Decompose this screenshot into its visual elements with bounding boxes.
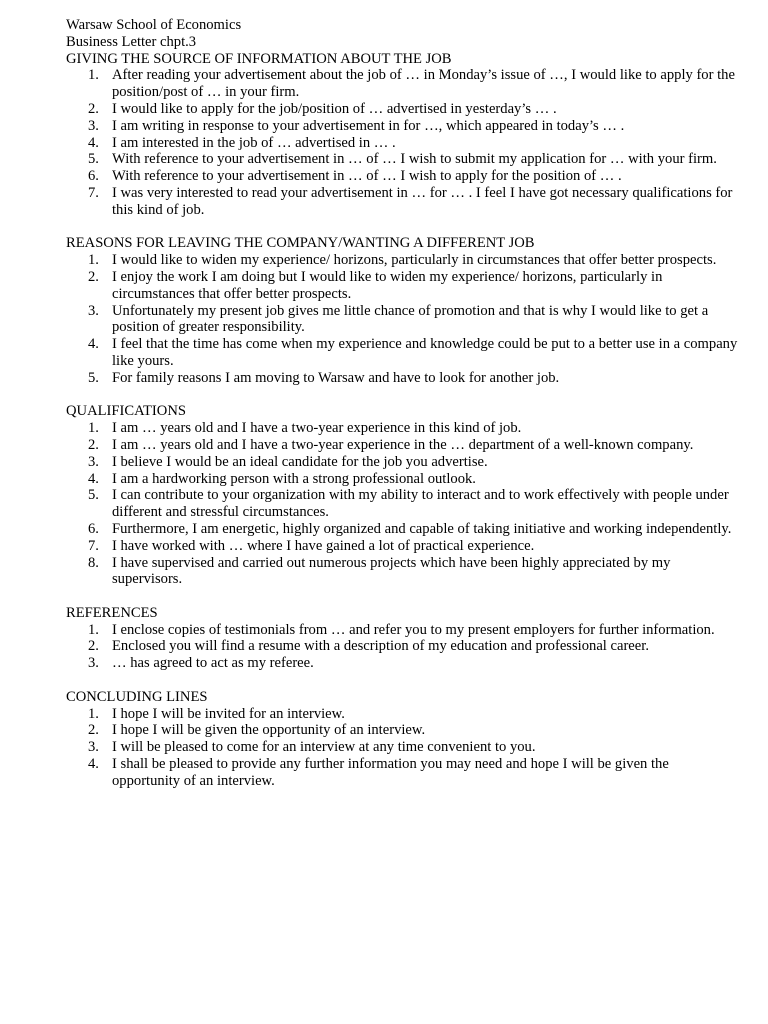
list-item bbox=[66, 336, 738, 370]
numbered-list bbox=[66, 622, 738, 672]
list-number: 4. bbox=[88, 336, 99, 353]
list-item-text: … has agreed to act as my referee. bbox=[112, 655, 314, 672]
list-number: 5. bbox=[88, 487, 99, 504]
list-number: 1. bbox=[88, 252, 99, 269]
section-giving-the-source-of-information-about-the-job bbox=[66, 51, 738, 219]
numbered-list bbox=[66, 67, 738, 218]
section-title: GIVING THE SOURCE OF INFORMATION ABOUT THE JOB bbox=[66, 50, 452, 67]
list-item bbox=[66, 521, 738, 538]
list-number: 5. bbox=[88, 369, 99, 386]
list-item bbox=[66, 269, 738, 303]
course-title: Business Letter chpt.3 bbox=[66, 33, 197, 50]
list-number: 1. bbox=[88, 621, 99, 638]
section-references bbox=[66, 605, 738, 672]
list-number: 5. bbox=[88, 151, 99, 168]
list-item bbox=[66, 538, 738, 555]
section-concluding-lines bbox=[66, 689, 738, 790]
list-number: 2. bbox=[88, 268, 99, 285]
list-item bbox=[66, 655, 738, 672]
list-number: 3. bbox=[88, 739, 99, 756]
list-item-text: I am interested in the job of … advertised in … . bbox=[112, 134, 396, 151]
list-item-text: With reference to your advertisement in … of … I wish to submit my application for … with your firm. bbox=[112, 151, 717, 168]
section-reasons-for-leaving-the-company-wanting-a-different-job bbox=[66, 235, 738, 386]
list-item-text: I would like to widen my experience/ horizons, particularly in circumstances that offer better prospects. bbox=[112, 252, 717, 269]
list-number: 1. bbox=[88, 67, 99, 84]
list-item bbox=[66, 706, 738, 723]
section-title: CONCLUDING LINES bbox=[66, 688, 208, 705]
section-title: REFERENCES bbox=[66, 604, 158, 621]
list-item-text: I am a hardworking person with a strong professional outlook. bbox=[112, 470, 476, 487]
document-page bbox=[66, 17, 738, 790]
list-item-text: I shall be pleased to provide any further information you may need and hope I will be given the opportunity of an interview. bbox=[112, 756, 669, 789]
list-item-text: I am … years old and I have a two-year experience in this kind of job. bbox=[112, 420, 522, 437]
list-item-text: I feel that the time has come when my experience and knowledge could be put to a better use in a company like yours. bbox=[112, 336, 738, 369]
list-item-text: I hope I will be given the opportunity of an interview. bbox=[112, 722, 426, 739]
list-item-text: I am writing in response to your advertisement in for …, which appeared in today’s … . bbox=[112, 117, 625, 134]
list-item bbox=[66, 739, 738, 756]
list-item bbox=[66, 487, 738, 521]
section-qualifications bbox=[66, 403, 738, 588]
list-item bbox=[66, 135, 738, 152]
list-item bbox=[66, 303, 738, 337]
list-item bbox=[66, 471, 738, 488]
numbered-list bbox=[66, 706, 738, 790]
list-item-text: Unfortunately my present job gives me little chance of promotion and that is why I would like to get a position of greater responsibility. bbox=[112, 302, 709, 336]
list-number: 3. bbox=[88, 655, 99, 672]
list-number: 1. bbox=[88, 705, 99, 722]
list-number: 1. bbox=[88, 420, 99, 437]
list-item-text: I can contribute to your organization with my ability to interact and to work effectively with people under different and stressful circumstances. bbox=[112, 487, 729, 521]
list-item-text: I believe I would be an ideal candidate for the job you advertise. bbox=[112, 453, 488, 470]
list-item bbox=[66, 67, 738, 101]
list-item-text: I would like to apply for the job/position of … advertised in yesterday’s … . bbox=[112, 100, 557, 117]
list-number: 6. bbox=[88, 168, 99, 185]
list-item bbox=[66, 370, 738, 387]
list-item bbox=[66, 118, 738, 135]
list-number: 2. bbox=[88, 100, 99, 117]
list-number: 4. bbox=[88, 470, 99, 487]
section-title: QUALIFICATIONS bbox=[66, 403, 186, 420]
list-item bbox=[66, 756, 738, 790]
list-item-text: After reading your advertisement about the job of … in Monday’s issue of …, I would like to apply for the position/post of … in your firm. bbox=[112, 67, 735, 101]
list-number: 2. bbox=[88, 722, 99, 739]
list-item bbox=[66, 185, 738, 219]
list-item bbox=[66, 722, 738, 739]
list-item-text: I have worked with … where I have gained a lot of practical experience. bbox=[112, 537, 535, 554]
list-item-text: I enclose copies of testimonials from … and refer you to my present employers for further information. bbox=[112, 621, 715, 638]
school-name: Warsaw School of Economics bbox=[66, 17, 242, 33]
list-number: 3. bbox=[88, 117, 99, 134]
list-number: 3. bbox=[88, 453, 99, 470]
list-item bbox=[66, 151, 738, 168]
list-item-text: With reference to your advertisement in … of … I wish to apply for the position of … . bbox=[112, 168, 622, 185]
list-item bbox=[66, 420, 738, 437]
list-item bbox=[66, 555, 738, 589]
list-number: 8. bbox=[88, 554, 99, 571]
section-title: REASONS FOR LEAVING THE COMPANY/WANTING A DIFFERENT JOB bbox=[66, 235, 535, 252]
numbered-list bbox=[66, 420, 738, 588]
list-number: 3. bbox=[88, 302, 99, 319]
list-number: 6. bbox=[88, 520, 99, 537]
list-item bbox=[66, 101, 738, 118]
list-item-text: I was very interested to read your advertisement in … for … . I feel I have got necessary qualifications for this kind of job. bbox=[112, 184, 733, 218]
list-item bbox=[66, 622, 738, 639]
document-body bbox=[66, 51, 738, 790]
numbered-list bbox=[66, 252, 738, 386]
list-item-text: I am … years old and I have a two-year experience in the … department of a well-known company. bbox=[112, 436, 694, 453]
list-item bbox=[66, 454, 738, 471]
list-item bbox=[66, 168, 738, 185]
list-item-text: I enjoy the work I am doing but I would like to widen my experience/ horizons, particularly in circumstances that offer better prospects. bbox=[112, 268, 663, 302]
list-number: 7. bbox=[88, 537, 99, 554]
list-number: 4. bbox=[88, 134, 99, 151]
list-item-text: I hope I will be invited for an interview. bbox=[112, 705, 345, 722]
list-item bbox=[66, 638, 738, 655]
list-item-text: Furthermore, I am energetic, highly organized and capable of taking initiative and working independently. bbox=[112, 520, 732, 537]
list-item-text: Enclosed you will find a resume with a description of my education and professional career. bbox=[112, 638, 649, 655]
list-item bbox=[66, 252, 738, 269]
list-number: 2. bbox=[88, 638, 99, 655]
list-number: 4. bbox=[88, 756, 99, 773]
list-item-text: For family reasons I am moving to Warsaw and have to look for another job. bbox=[112, 369, 560, 386]
list-number: 7. bbox=[88, 184, 99, 201]
list-item bbox=[66, 437, 738, 454]
list-item-text: I have supervised and carried out numerous projects which have been highly appreciated by my supervisors. bbox=[112, 554, 671, 588]
list-item-text: I will be pleased to come for an interview at any time convenient to you. bbox=[112, 739, 536, 756]
list-number: 2. bbox=[88, 436, 99, 453]
